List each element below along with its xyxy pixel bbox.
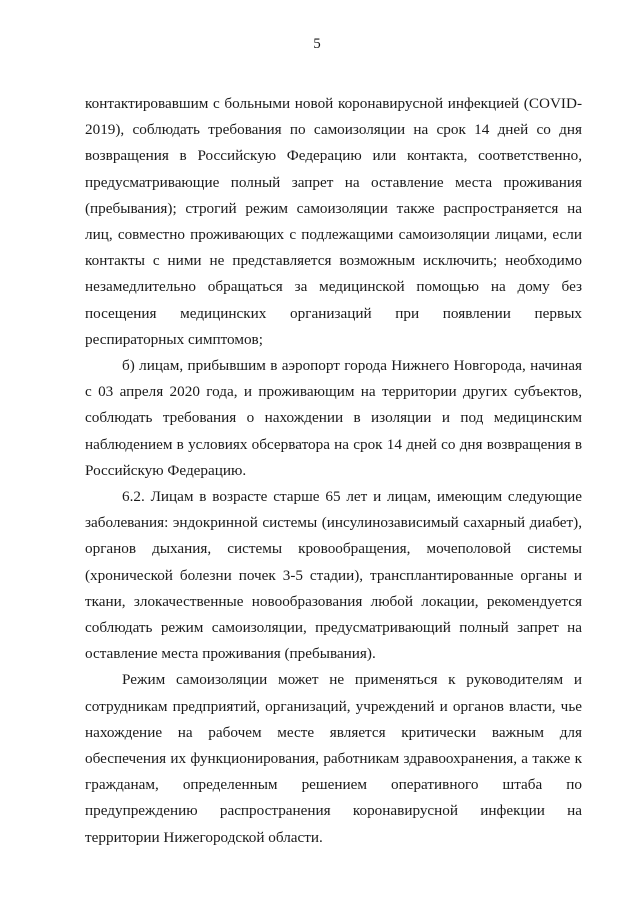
paragraph-item-6-2: 6.2. Лицам в возрасте старше 65 лет и лицам, имеющим следующие заболевания: эндокринной системы (инсулинозависимый сахарный диабет), органов дыхания, системы кровообращения, мочеполовой системы (хронической болезни почек 3-5 стадии), трансплантированные органы и ткани, злокачественные новообразования любой локации, рекомендуется соблюдать режим самоизоляции, предусматривающий полный запрет на оставление места проживания (пребывания).	[85, 488, 582, 663]
document-body	[85, 91, 582, 851]
paragraph-continuation: контактировавшим с больными новой коронавирусной инфекцией (COVID-2019), соблюдать требования по самоизоляции на срок 14 дней со дня возвращения в Российскую Федерацию или контакта, соответственно, предусматривающие полный запрет на оставление места проживания (пребывания); строгий режим самоизоляции также распространяется на лиц, совместно проживающих с подлежащими самоизоляции лицами, если контакты с ними не представляется возможным исключить; необходимо незамедлительно обращаться за медицинской помощью на дому без посещения медицинских организаций при появлении первых респираторных симптомов;	[85, 95, 582, 348]
paragraph-exemption: Режим самоизоляции может не применяться к руководителям и сотрудникам предприятий, организаций, учреждений и органов власти, чье нахождение на рабочем месте является критически важным для обеспечения их функционирования, работникам здравоохранения, а также к гражданам, определенным решением оперативного штаба по предупреждению распространения коронавирусной инфекции на территории Нижегородской области.	[85, 671, 582, 846]
page-number: 5	[313, 36, 321, 52]
paragraph-item-b: б) лицам, прибывшим в аэропорт города Нижнего Новгорода, начиная с 03 апреля 2020 года, и проживающим на территории других субъектов, соблюдать требования о нахождении в изоляции и под медицинским наблюдением в условиях обсерватора на срок 14 дней со дня возвращения в Российскую Федерацию.	[85, 357, 582, 479]
